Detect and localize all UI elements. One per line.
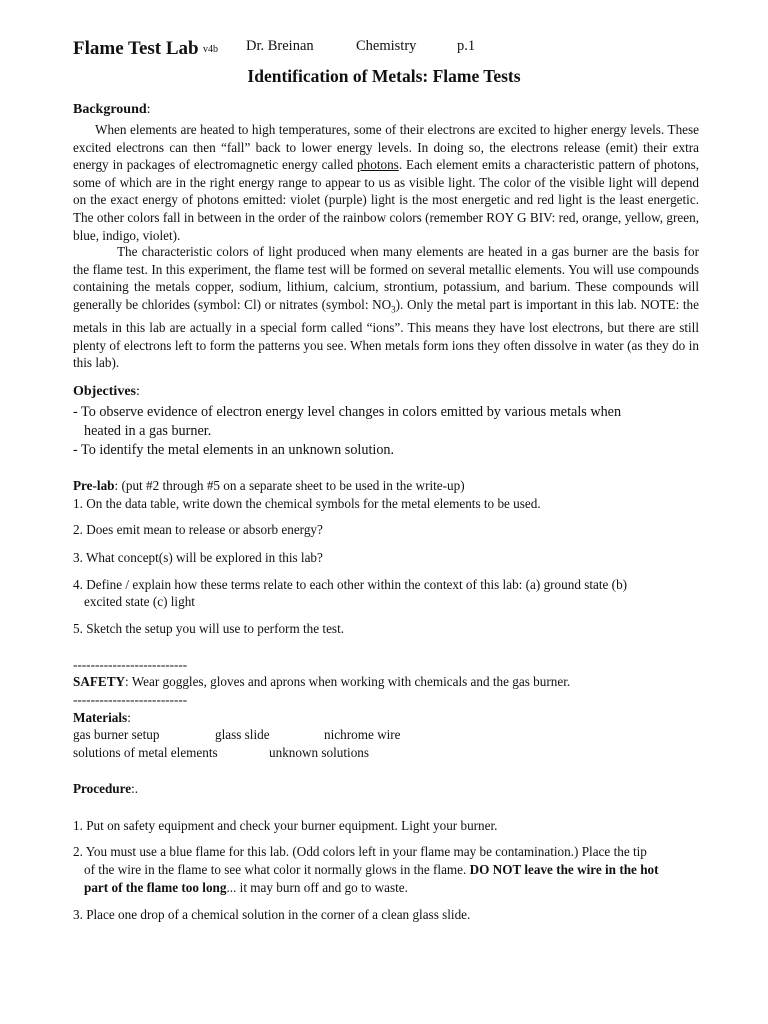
materials-heading: Materials:: [73, 710, 131, 725]
divider-bottom: --------------------------: [73, 692, 188, 707]
background-paragraph-2: The characteristic colors of light produced when many elements are heated in a gas burner are the basis for the flame test. In this experiment, the flame test will be formed on several metallic elements. You will use compounds containing the metals copper, sodium, lithium, calcium, strontium, potassium, and barium. These compounds will generally be chlorides (symbol: Cl) or nitrates (symbol: $NO_3$). Only the metal part is important in this lab. NOTE: the metals in this lab are actually in a special form called “ions”. This means they have lost electrons, but there are still plenty of electrons left to form the patterns you see. When metals form ions they often dissolve in water (as they do in this lab).: [73, 244, 699, 371]
procedure-heading: Procedure:.: [73, 781, 139, 796]
divider-top: --------------------------: [73, 657, 188, 672]
background-paragraph-1: When elements are heated to high temperatures, some of their electrons are excited to higher energy levels. These excited electrons can then “fall” back to lower energy levels. In doing so, the electrons release (emit) their extra energy in packages of electromagnetic energy called photons. Each element emits a characteristic pattern of photons, some of which are in the right energy range to appear to us as visible light. The color of the visible light will depend on the exact energy of photons emitted: violet (purple) light is the most energetic and red light is the least energetic. The other colors fall in between in the order of the rainbow colors (remember ROY G BIV: red, orange, yellow, green, blue, indigo, violet).: [73, 122, 699, 243]
prelab-q4-cont: excited state (c) light: [84, 594, 195, 609]
objectives-heading: Objectives:: [73, 384, 140, 399]
version-label: v4b: [203, 44, 218, 55]
material-item: gas burner setup: [73, 727, 160, 742]
prelab-q2: 2. Does emit mean to release or absorb energy?: [73, 522, 323, 537]
procedure-step-2-cont2: part of the flame too long... it may burn off and go to waste.: [84, 880, 408, 895]
objective-2: - To identify the metal elements in an unknown solution.: [73, 442, 395, 458]
subject: Chemistry: [356, 38, 417, 54]
material-item: unknown solutions: [269, 745, 370, 760]
objective-1: - To observe evidence of electron energy level changes in colors emitted by various metals when: [73, 404, 622, 420]
material-item: glass slide: [215, 727, 270, 742]
page-number: p.1: [457, 38, 476, 54]
procedure-step-3: 3. Place one drop of a chemical solution in the corner of a clean glass slide.: [73, 907, 471, 922]
prelab-heading: Pre-lab: (put #2 through #5 on a separate sheet to be used in the write-up): [73, 478, 465, 493]
photons-term: photons: [357, 157, 399, 173]
author: Dr. Breinan: [246, 38, 314, 54]
objective-1-cont: heated in a gas burner.: [84, 423, 212, 439]
material-item: nichrome wire: [324, 727, 401, 742]
background-heading: Background:: [73, 102, 151, 117]
procedure-step-1: 1. Put on safety equipment and check your burner equipment. Light your burner.: [73, 818, 498, 833]
lab-title: Flame Test Lab: [73, 38, 199, 59]
prelab-q3: 3. What concept(s) will be explored in this lab?: [73, 550, 323, 565]
prelab-q5: 5. Sketch the setup you will use to perform the test.: [73, 621, 345, 636]
procedure-step-2: 2. You must use a blue flame for this lab. (Odd colors left in your flame may be contamination.) Place the tip: [73, 844, 647, 859]
document-title: Identification of Metals: Flame Tests: [247, 66, 521, 86]
prelab-q1: 1. On the data table, write down the chemical symbols for the metal elements to be used.: [73, 496, 541, 511]
safety-note: SAFETY: Wear goggles, gloves and aprons when working with chemicals and the gas burner.: [73, 674, 571, 689]
procedure-step-2-cont: of the wire in the flame to see what color it normally glows in the flame. DO NOT leave the wire in the hot: [84, 862, 659, 877]
prelab-q4: 4. Define / explain how these terms relate to each other within the context of this lab: (a) ground state (b): [73, 577, 628, 592]
material-item: solutions of metal elements: [73, 745, 218, 760]
